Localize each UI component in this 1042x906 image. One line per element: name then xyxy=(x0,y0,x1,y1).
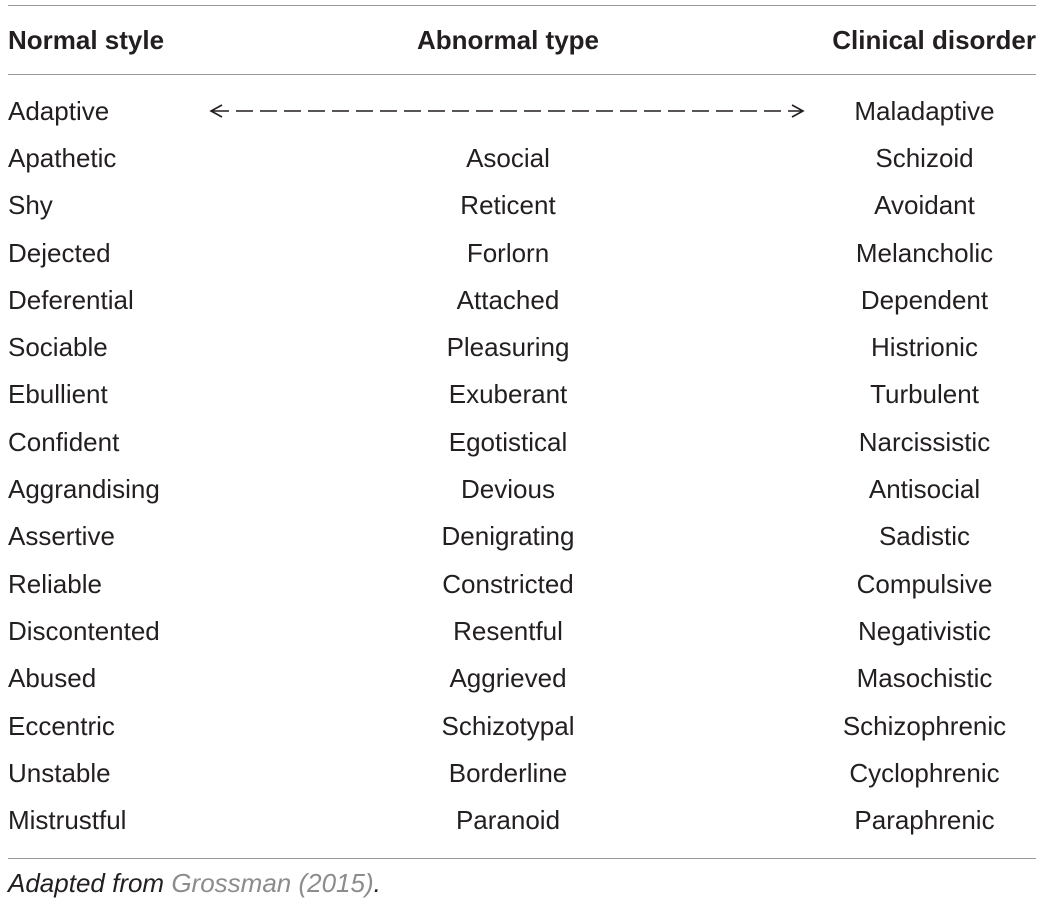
cell-normal-style: Dejected xyxy=(8,237,111,268)
cell-normal-style: Ebullient xyxy=(8,379,108,410)
table-row xyxy=(8,513,1036,560)
header-row xyxy=(8,6,1036,74)
cell-normal-style: Confident xyxy=(8,426,120,457)
cell-normal-style: Abused xyxy=(8,663,97,694)
footnote-reference-link[interactable]: Grossman (2015) xyxy=(171,868,374,898)
data-table xyxy=(8,5,1036,844)
spectrum-row xyxy=(8,87,1036,134)
table-row xyxy=(8,465,1036,512)
cell-abnormal-type: Forlorn xyxy=(466,237,550,268)
cell-clinical-disorder: Histrionic xyxy=(871,332,978,363)
cell-normal-style: Aggrandising xyxy=(8,474,160,505)
cell-clinical-disorder: Schizoid xyxy=(875,142,974,173)
cell-abnormal-type: Exuberant xyxy=(448,379,568,410)
table-row xyxy=(8,182,1036,229)
cell-normal-style: Sociable xyxy=(8,332,108,363)
cell-abnormal-type: Schizotypal xyxy=(441,710,575,741)
cell-abnormal-type: Egotistical xyxy=(448,426,568,457)
table-row xyxy=(8,276,1036,323)
cell-clinical-disorder: Compulsive xyxy=(856,568,993,599)
header-rule xyxy=(8,74,1036,75)
cell-abnormal-type: Constricted xyxy=(442,568,574,599)
cell-abnormal-type: Paranoid xyxy=(455,805,561,836)
cell-clinical-disorder: Paraphrenic xyxy=(854,805,995,836)
spectrum-arrow xyxy=(203,101,813,121)
cell-clinical-disorder: Dependent xyxy=(860,284,989,315)
cell-normal-style: Deferential xyxy=(8,284,134,315)
table-row xyxy=(8,702,1036,749)
footnote-suffix: . xyxy=(373,868,381,898)
cell-normal-style: Shy xyxy=(8,190,53,221)
spectrum-left-label: Adaptive xyxy=(8,95,110,126)
cell-clinical-disorder: Turbulent xyxy=(870,379,979,410)
header-clinical-disorder: Clinical disorder xyxy=(832,25,1036,55)
cell-clinical-disorder: Cyclophrenic xyxy=(849,757,1000,788)
table-row xyxy=(8,371,1036,418)
table-row xyxy=(8,655,1036,702)
bottom-rule xyxy=(8,858,1036,859)
cell-normal-style: Eccentric xyxy=(8,710,115,741)
cell-normal-style: Discontented xyxy=(8,615,160,646)
spectrum-right-label: Maladaptive xyxy=(854,95,995,126)
cell-abnormal-type: Resentful xyxy=(453,615,563,646)
table-row xyxy=(8,607,1036,654)
cell-clinical-disorder: Sadistic xyxy=(878,521,971,552)
footnote-prefix: Adapted from xyxy=(8,868,172,898)
table-row xyxy=(8,323,1036,370)
cell-abnormal-type: Denigrating xyxy=(441,521,575,552)
cell-abnormal-type: Attached xyxy=(456,284,560,315)
cell-normal-style: Assertive xyxy=(8,521,115,552)
table-footnote xyxy=(8,868,381,899)
table-row xyxy=(8,229,1036,276)
table-body xyxy=(8,134,1036,843)
cell-normal-style: Unstable xyxy=(8,757,111,788)
cell-abnormal-type: Reticent xyxy=(460,190,556,221)
cell-clinical-disorder: Avoidant xyxy=(874,190,975,221)
cell-clinical-disorder: Narcissistic xyxy=(858,426,991,457)
table-row xyxy=(8,560,1036,607)
cell-abnormal-type: Asocial xyxy=(466,142,550,173)
cell-abnormal-type: Aggrieved xyxy=(449,663,567,694)
cell-abnormal-type: Devious xyxy=(461,474,555,505)
cell-clinical-disorder: Melancholic xyxy=(855,237,994,268)
table-row xyxy=(8,749,1036,796)
cell-normal-style: Reliable xyxy=(8,568,102,599)
cell-clinical-disorder: Masochistic xyxy=(856,663,993,694)
header-abnormal-type: Abnormal type xyxy=(416,25,600,55)
cell-abnormal-type: Pleasuring xyxy=(446,332,570,363)
cell-abnormal-type: Borderline xyxy=(448,757,568,788)
cell-normal-style: Apathetic xyxy=(8,142,117,173)
table-row xyxy=(8,796,1036,843)
header-normal-style: Normal style xyxy=(8,25,165,55)
double-arrow-icon xyxy=(208,101,808,121)
table-row xyxy=(8,134,1036,181)
table-row xyxy=(8,418,1036,465)
cell-clinical-disorder: Schizophrenic xyxy=(842,710,1007,741)
cell-clinical-disorder: Negativistic xyxy=(858,615,991,646)
cell-clinical-disorder: Antisocial xyxy=(868,474,981,505)
cell-normal-style: Mistrustful xyxy=(8,805,127,836)
